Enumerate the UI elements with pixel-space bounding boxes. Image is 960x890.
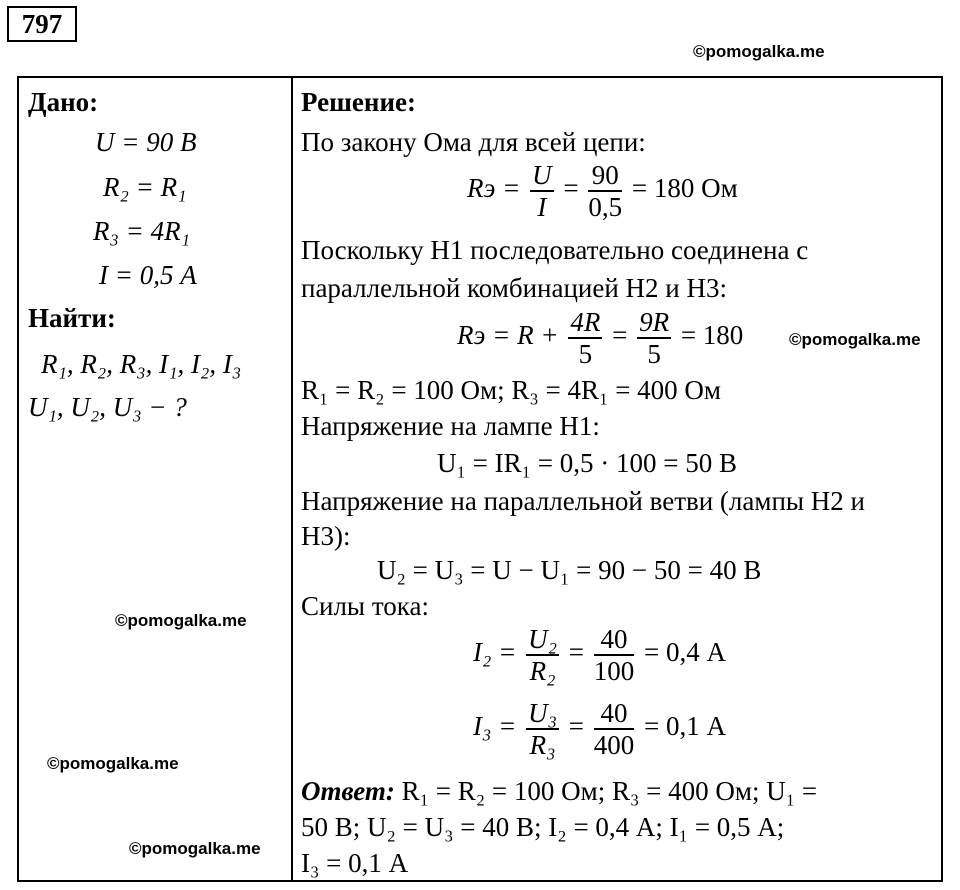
given-header: Дано: [28, 87, 99, 117]
solution-header: Решение: [301, 87, 416, 117]
given-line: R₂ = R₁ [103, 172, 187, 202]
answer-label: Ответ: [301, 776, 395, 806]
solution-text: Силы тока: [301, 591, 429, 621]
watermark: ©pomogalka.me [47, 754, 179, 773]
given-line: U = 90 В [95, 127, 197, 157]
solution-column [293, 78, 941, 880]
equation-current-2: I₂ = $\frac{\text{U₂}}{\text{R₂}}$ = $\frac{40}{100}$ = 0,4 А [473, 624, 726, 686]
watermark: ©pomogalka.me [789, 330, 921, 349]
solution-equation: U₁ = IR₁ = 0,5 · 100 = 50 В [437, 448, 738, 478]
answer-line: Ответ: R₁ = R₂ = 100 Ом; R₃ = 400 Ом; U₁ = [301, 776, 818, 806]
find-line: U₁, U₂, U₃ − ? [28, 392, 187, 422]
equation-equivalent-resistance: Rэ = R + $\frac{4R}{5}$ = $\frac{9R}{5}$ = 180 [457, 307, 744, 369]
watermark: ©pomogalka.me [115, 611, 247, 630]
watermark: ©pomogalka.me [693, 42, 825, 61]
solution-text: По закону Ома для всей цепи: [301, 127, 646, 157]
find-line: R₁, R₂, R₃, I₁, I₂, I₃ [41, 349, 242, 379]
solution-equation: R₁ = R₂ = 100 Ом; R₃ = 4R₁ = 400 Ом [301, 375, 722, 405]
problem-number: 797 [7, 6, 77, 42]
watermark: ©pomogalka.me [129, 839, 261, 858]
solution-text: Напряжение на параллельной ветви (лампы Н2 и [301, 486, 866, 516]
find-header: Найти: [28, 303, 116, 333]
equation-ohm-law: Rэ = $\frac{U}{I}$ = $\frac{90}{0,5}$ = 180 Ом [467, 160, 738, 222]
answer-line: 50 В; U₂ = U₃ = 40 В; I₂ = 0,4 А; I₁ = 0,5 А; [301, 812, 785, 842]
given-line: I = 0,5 А [99, 260, 197, 290]
solution-text: Поскольку Н1 последовательно соединена с [301, 235, 809, 265]
solution-equation: U₂ = U₃ = U − U₁ = 90 − 50 = 40 В [377, 555, 762, 585]
solution-text: Н3): [301, 521, 351, 551]
equation-current-3: I₃ = $\frac{\text{U₃}}{\text{R₃}}$ = $\frac{40}{400}$ = 0,1 А [473, 698, 726, 760]
solution-text: параллельной комбинацией Н2 и Н3: [301, 273, 727, 303]
given-line: R₃ = 4R₁ [93, 216, 190, 246]
solution-text: Напряжение на лампе Н1: [301, 411, 600, 441]
answer-line: I₃ = 0,1 А [301, 848, 409, 878]
